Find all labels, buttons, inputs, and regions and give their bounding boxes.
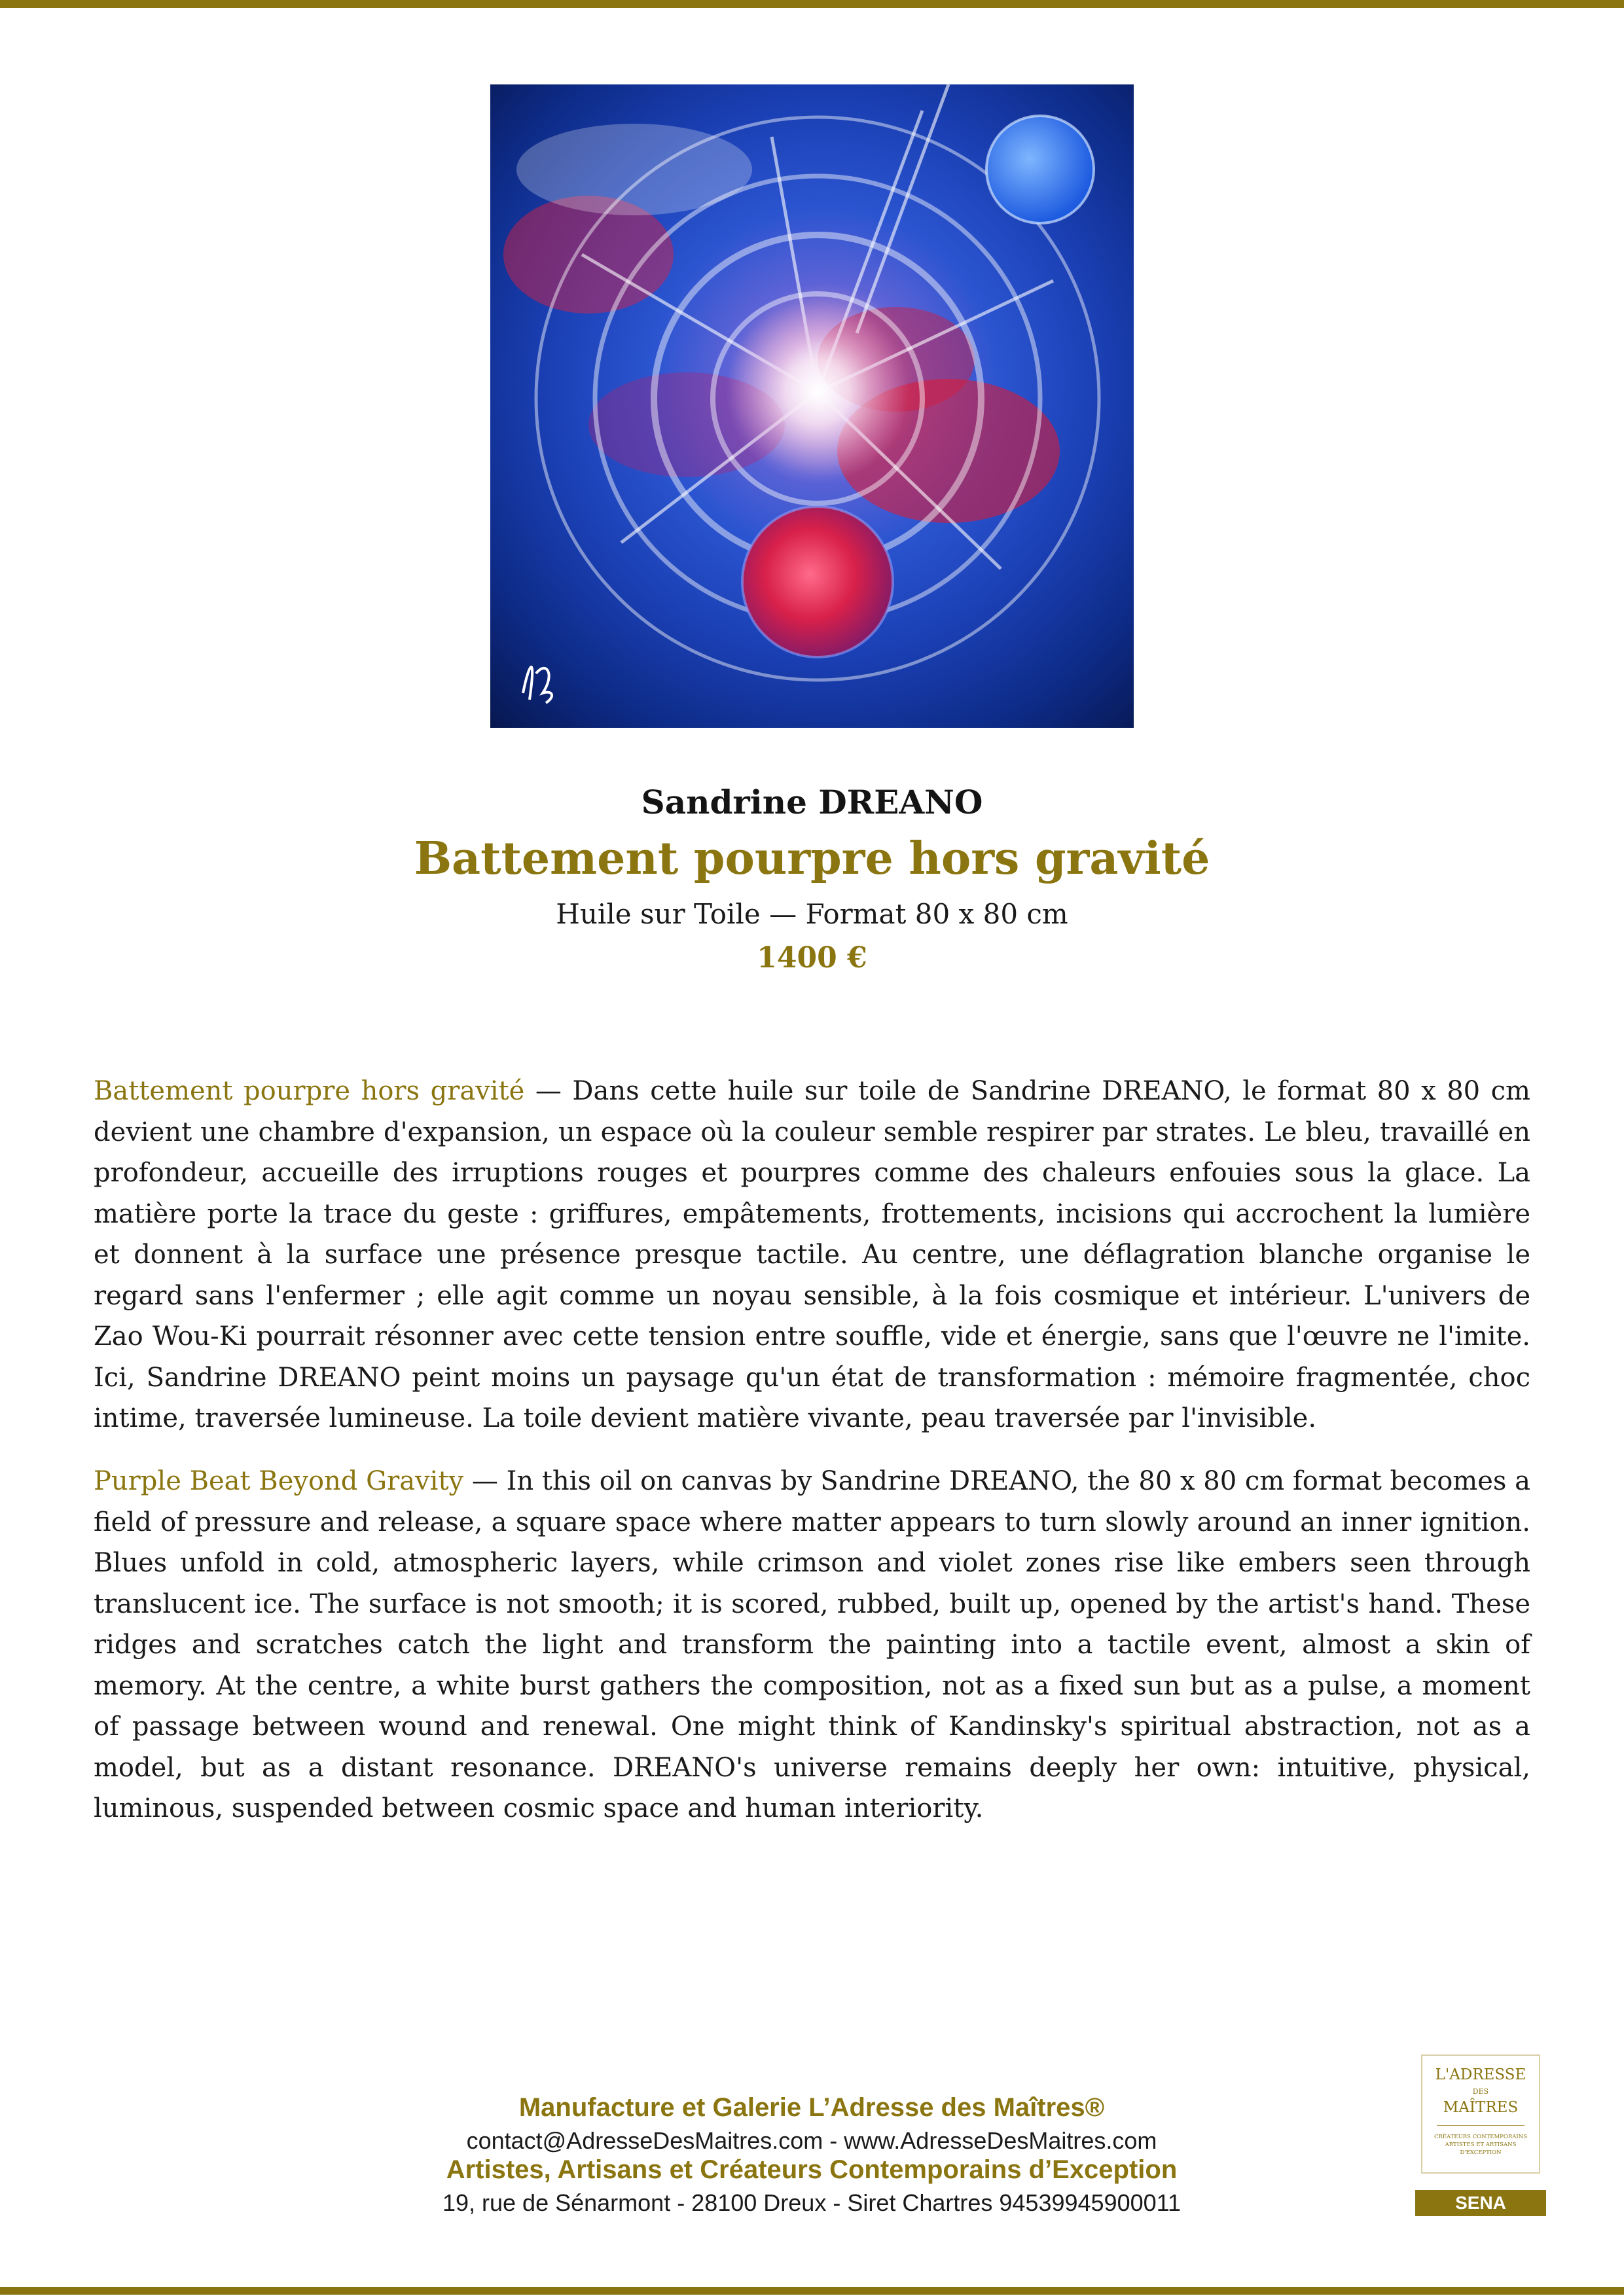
description-french	[94, 1071, 1530, 1439]
description-french-lead: Battement pourpre hors gravité	[94, 1076, 525, 1106]
footer-gallery-name: Manufacture et Galerie L’Adresse des Maîtres®	[518, 2093, 1105, 2122]
artwork-price: 1400 €	[757, 941, 867, 975]
bottom-border-rule	[0, 2287, 1624, 2295]
description-french-text: — Dans cette huile sur toile de Sandrine DREANO, le format 80 x 80 cm devient une chambre d'expansion, un espace où la couleur semble respirer par strates. Le bleu, travaillé en profondeur, accueille des irruptions rouges et pourpres comme des chaleurs enfouies sous la glace. La matière porte la trace du geste : griffures, empâtements, frottements, incisions qui accrochent la lumière et donnent à la surface une présence presque tactile. Au centre, une déflagration blanche organise le regard sans l'enfermer ; elle agit comme un noyau sensible, à la fois cosmique et intérieur. L'univers de Zao Wou-Ki pourrait résonner avec cette tension entre souffle, vide et énergie, sans que l'œuvre ne l'imite. Ici, Sandrine DREANO peint moins un paysage qu'un état de transformation : mémoire fragmentée, choc intime, traversée lumineuse. La toile devient matière vivante, peau traversée par l'invisible.	[94, 1076, 1530, 1433]
logo-line-2: DES	[1472, 2087, 1489, 2096]
description-english	[94, 1461, 1530, 1829]
logo-line-3: MAÎTRES	[1443, 2099, 1519, 2116]
artwork-title: Battement pourpre hors gravité	[414, 833, 1210, 885]
logo-badge: SENA	[1415, 2190, 1546, 2216]
artwork-painting-image	[490, 84, 1134, 728]
top-border-rule	[0, 0, 1624, 8]
footer-address: 19, rue de Sénarmont - 28100 Dreux - Siret Chartres 94539945900011	[442, 2189, 1182, 2216]
footer-contact: contact@AdresseDesMaitres.com - www.AdresseDesMaitres.com	[466, 2127, 1157, 2154]
footer-tagline: Artistes, Artisans et Créateurs Contemporains d’Exception	[446, 2155, 1178, 2184]
artist-name: Sandrine DREANO	[641, 783, 983, 821]
description-english-text: — In this oil on canvas by Sandrine DREANO, the 80 x 80 cm format becomes a field of pressure and release, a square space where matter appears to turn slowly around an inner ignition. Blues unfold in cold, atmospheric layers, while crimson and violet zones rise like embers seen through translucent ice. The surface is not smooth; it is scored, rubbed, built up, opened by the artist's hand. These ridges and scratches catch the light and transform the painting into a tactile event, almost a skin of memory. At the centre, a white burst gathers the composition, not as a fixed sun but as a pulse, a moment of passage between wound and renewal. One might think of Kandinsky's spiritual abstraction, not as a model, but as a distant resonance. DREANO's universe remains deeply her own: intuitive, physical, luminous, suspended between cosmic space and human interiority.	[94, 1466, 1530, 1823]
logo-divider	[1437, 2125, 1525, 2126]
gallery-logo	[1421, 2054, 1540, 2174]
logo-line-1: L'ADRESSE	[1435, 2066, 1526, 2083]
description-english-lead: Purple Beat Beyond Gravity	[94, 1466, 464, 1496]
logo-subline: CRÉATEURS CONTEMPORAINS ARTISTES ET ARTISANS D'EXCEPTION	[1434, 2134, 1528, 2156]
artwork-medium-format: Huile sur Toile — Format 80 x 80 cm	[556, 898, 1068, 930]
